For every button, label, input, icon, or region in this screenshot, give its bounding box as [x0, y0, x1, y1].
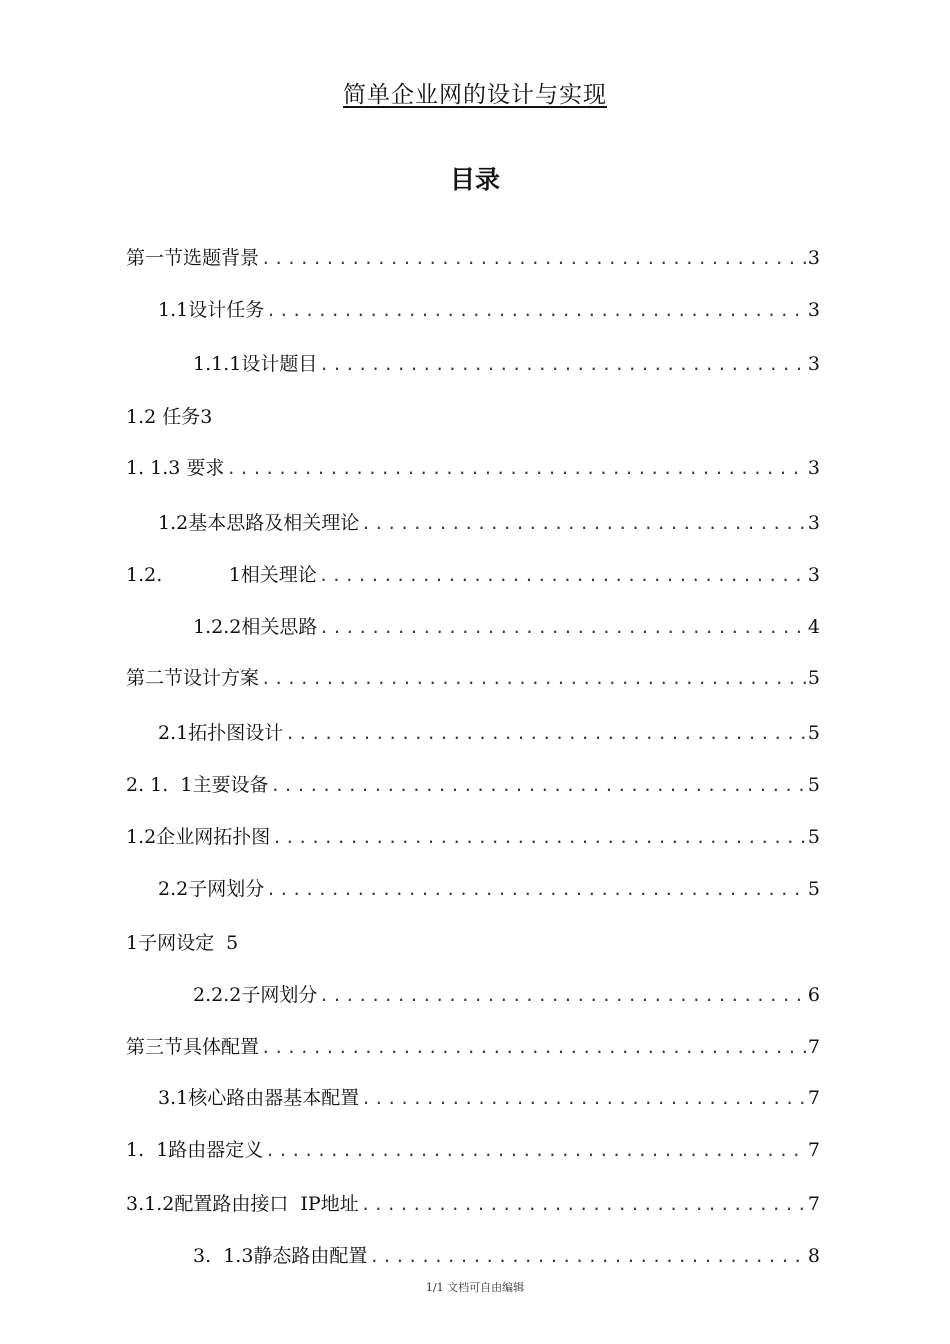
toc-entry[interactable] — [158, 718, 820, 746]
toc-entry[interactable] — [126, 453, 820, 481]
toc-entry-label: 3.1.2配置路由接口 IP地址 — [126, 1193, 359, 1215]
toc-entry[interactable] — [126, 1135, 820, 1163]
page-footer: 1/1 文档可自由编辑 — [425, 1281, 525, 1294]
dot-leader — [369, 1247, 805, 1266]
toc-entry-page: 3 — [807, 299, 820, 321]
toc-entry-label: 第二节设计方案 — [126, 667, 260, 689]
toc-entry-page: 5 — [807, 774, 820, 796]
toc-entry-page: 7 — [807, 1139, 820, 1161]
toc-entry-label: 2.2.2子网划分 — [193, 984, 318, 1006]
toc-entry-label: 3.1核心路由器基本配置 — [158, 1087, 360, 1109]
toc-entry-label: 1.2 任务3 — [126, 406, 213, 428]
toc-entry-page: 5 — [807, 722, 820, 744]
toc-entry-page: 7 — [807, 1036, 820, 1058]
toc-entry-page: 5 — [807, 667, 820, 689]
dot-leader — [270, 776, 805, 795]
toc-entry-label: 1子网设定 5 — [126, 932, 239, 954]
toc-entry-label: 1. 1路由器定义 — [126, 1139, 264, 1161]
toc-entry[interactable] — [126, 243, 820, 271]
dot-leader — [361, 1195, 806, 1214]
toc-entry-page: 3 — [807, 457, 820, 479]
toc-entry[interactable] — [126, 928, 238, 956]
toc-entry-label: 1.2基本思路及相关理论 — [158, 512, 360, 534]
dot-leader — [261, 1038, 806, 1057]
toc-entry-page: 3 — [807, 512, 820, 534]
toc-entry[interactable] — [193, 1241, 820, 1269]
toc-entry-label: 2.2子网划分 — [158, 878, 265, 900]
toc-entry-label: 1.2.2相关思路 — [193, 616, 318, 638]
dot-leader — [319, 618, 806, 637]
toc-entry-page: 4 — [807, 616, 820, 638]
dot-leader — [265, 1141, 806, 1160]
toc-entry[interactable] — [193, 980, 820, 1008]
toc-entry-label: 1.1.1设计题目 — [193, 353, 318, 375]
dot-leader — [319, 986, 806, 1005]
toc-entry-label: 1. 1.3 要求 — [126, 457, 225, 479]
toc-entry-page: 8 — [807, 1245, 820, 1267]
toc-entry-page: 5 — [807, 878, 820, 900]
dot-leader — [261, 249, 806, 268]
toc-entry[interactable] — [126, 402, 212, 430]
toc-entry[interactable] — [158, 508, 820, 536]
toc-heading: 目录 — [449, 165, 500, 194]
toc-entry-label: 1.2. 1相关理论 — [126, 564, 317, 586]
toc-entry-page: 3 — [807, 564, 820, 586]
toc-entry-page: 6 — [807, 984, 820, 1006]
dot-leader — [261, 669, 806, 688]
dot-leader — [266, 301, 806, 320]
toc-entry[interactable] — [126, 770, 820, 798]
toc-entry[interactable] — [126, 1189, 820, 1217]
toc-entry-page: 7 — [807, 1087, 820, 1109]
toc-entry-label: 2.1拓扑图设计 — [158, 722, 284, 744]
toc-entry-page: 3 — [807, 247, 820, 269]
toc-entry-label: 第一节选题背景 — [126, 247, 260, 269]
dot-leader — [266, 880, 806, 899]
toc-entry[interactable] — [126, 822, 820, 850]
toc-entry[interactable] — [158, 295, 820, 323]
toc-entry-page: 7 — [807, 1193, 820, 1215]
dot-leader — [226, 459, 805, 478]
toc-entry-page: 3 — [807, 353, 820, 375]
toc-entry-label: 1.1设计任务 — [158, 299, 265, 321]
toc-entry[interactable] — [158, 874, 820, 902]
toc-entry-page: 5 — [807, 826, 820, 848]
toc-entry[interactable] — [193, 612, 820, 640]
toc-entry[interactable] — [126, 560, 820, 588]
toc-entry[interactable] — [193, 349, 820, 377]
toc-entry-label: 第三节具体配置 — [126, 1036, 260, 1058]
document-title: 简单企业网的设计与实现 — [343, 82, 607, 108]
toc-entry-label: 2. 1. 1主要设备 — [126, 774, 269, 796]
dot-leader — [361, 1089, 806, 1108]
toc-entry[interactable] — [158, 1083, 820, 1111]
dot-leader — [319, 566, 806, 585]
dot-leader — [285, 724, 806, 743]
toc-entry-label: 3. 1.3静态路由配置 — [193, 1245, 368, 1267]
dot-leader — [272, 828, 806, 847]
toc-entry[interactable] — [126, 663, 820, 691]
toc-entry-label: 1.2企业网拓扑图 — [126, 826, 271, 848]
dot-leader — [319, 355, 806, 374]
dot-leader — [361, 514, 806, 533]
toc-entry[interactable] — [126, 1032, 820, 1060]
